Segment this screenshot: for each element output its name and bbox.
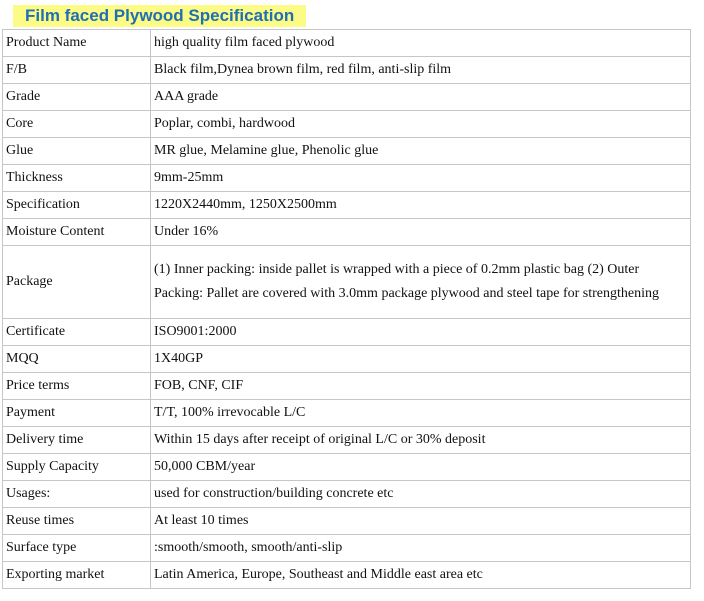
table-row bbox=[3, 84, 691, 111]
table-row bbox=[3, 400, 691, 427]
row-value-delivery-time: Within 15 days after receipt of original L/C or 30% deposit bbox=[151, 427, 691, 454]
table-row bbox=[3, 138, 691, 165]
row-value-moisture-content: Under 16% bbox=[151, 219, 691, 246]
table-row bbox=[3, 219, 691, 246]
row-value-reuse-times: At least 10 times bbox=[151, 508, 691, 535]
row-label-thickness: Thickness bbox=[3, 165, 151, 192]
table-row bbox=[3, 562, 691, 589]
row-label-product-name: Product Name bbox=[3, 30, 151, 57]
table-row bbox=[3, 192, 691, 219]
table-row bbox=[3, 508, 691, 535]
row-value-supply-capacity: 50,000 CBM/year bbox=[151, 454, 691, 481]
table-row bbox=[3, 454, 691, 481]
row-value-grade: AAA grade bbox=[151, 84, 691, 111]
row-label-delivery-time: Delivery time bbox=[3, 427, 151, 454]
row-label-surface-type: Surface type bbox=[3, 535, 151, 562]
table-row bbox=[3, 535, 691, 562]
row-value-price-terms: FOB, CNF, CIF bbox=[151, 373, 691, 400]
table-row bbox=[3, 427, 691, 454]
row-label-package: Package bbox=[3, 246, 151, 319]
row-label-certificate: Certificate bbox=[3, 319, 151, 346]
row-value-fb: Black film,Dynea brown film, red film, anti-slip film bbox=[151, 57, 691, 84]
row-value-surface-type: :smooth/smooth, smooth/anti-slip bbox=[151, 535, 691, 562]
row-label-reuse-times: Reuse times bbox=[3, 508, 151, 535]
row-value-exporting-market: Latin America, Europe, Southeast and Middle east area etc bbox=[151, 562, 691, 589]
title-banner bbox=[13, 5, 306, 27]
row-label-fb: F/B bbox=[3, 57, 151, 84]
row-value-usages: used for construction/building concrete etc bbox=[151, 481, 691, 508]
row-label-glue: Glue bbox=[3, 138, 151, 165]
row-label-core: Core bbox=[3, 111, 151, 138]
row-value-core: Poplar, combi, hardwood bbox=[151, 111, 691, 138]
row-label-grade: Grade bbox=[3, 84, 151, 111]
table-row bbox=[3, 246, 691, 319]
row-value-product-name: high quality film faced plywood bbox=[151, 30, 691, 57]
row-label-usages: Usages: bbox=[3, 481, 151, 508]
row-value-glue: MR glue, Melamine glue, Phenolic glue bbox=[151, 138, 691, 165]
table-row bbox=[3, 346, 691, 373]
row-value-mqq: 1X40GP bbox=[151, 346, 691, 373]
row-label-exporting-market: Exporting market bbox=[3, 562, 151, 589]
table-row bbox=[3, 481, 691, 508]
table-row bbox=[3, 111, 691, 138]
table-row bbox=[3, 57, 691, 84]
row-label-price-terms: Price terms bbox=[3, 373, 151, 400]
spec-table bbox=[2, 29, 691, 589]
table-row bbox=[3, 319, 691, 346]
row-value-payment: T/T, 100% irrevocable L/C bbox=[151, 400, 691, 427]
row-value-certificate: ISO9001:2000 bbox=[151, 319, 691, 346]
row-label-mqq: MQQ bbox=[3, 346, 151, 373]
row-label-specification: Specification bbox=[3, 192, 151, 219]
table-row bbox=[3, 165, 691, 192]
row-label-supply-capacity: Supply Capacity bbox=[3, 454, 151, 481]
page-title: Film faced Plywood Specification bbox=[25, 6, 295, 25]
table-row bbox=[3, 373, 691, 400]
row-value-thickness: 9mm-25mm bbox=[151, 165, 691, 192]
row-value-package: (1) Inner packing: inside pallet is wrapped with a piece of 0.2mm plastic bag (2) Outer Packing: Pallet are covered with 3.0mm package plywood and steel tape for strengthening bbox=[151, 246, 691, 319]
row-label-payment: Payment bbox=[3, 400, 151, 427]
table-row bbox=[3, 30, 691, 57]
row-label-moisture-content: Moisture Content bbox=[3, 219, 151, 246]
row-value-specification: 1220X2440mm, 1250X2500mm bbox=[151, 192, 691, 219]
